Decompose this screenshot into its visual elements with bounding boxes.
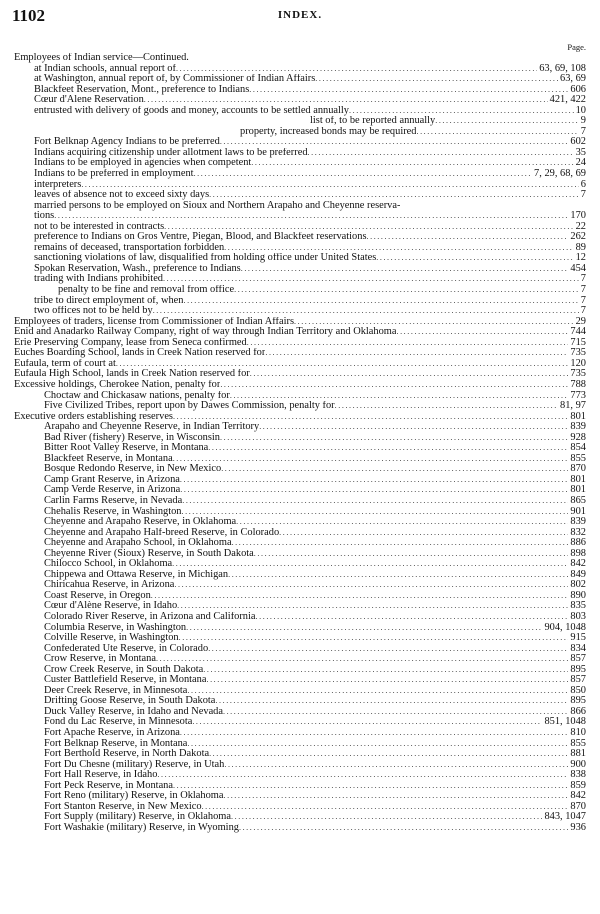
leader-dots [187,686,568,697]
entry-text: Eufaula High School, lands in Creek Nation reserved for [14,369,250,380]
entry-page-ref: 839 [570,516,586,528]
entry-page-ref: 898 [570,547,586,559]
leader-dots [208,443,568,454]
leader-dots [435,116,579,127]
leader-dots [173,781,568,792]
index-entry [14,770,586,781]
page-number: 1102 [12,6,46,25]
index-entry [14,369,586,380]
entry-text: not to be interested in contracts [34,221,165,232]
index-entry [14,717,586,728]
leader-dots [177,601,568,612]
entry-text: Fort Du Chesne (military) Reserve, in Utah [44,759,225,770]
entry-text: Five Civilized Tribes, report upon by Dawes Commission, penalty for [44,401,335,412]
index-entry [14,633,586,644]
entry-text: Chehalis Reserve, in Washington [44,506,182,517]
leader-dots [416,127,578,138]
entry-page-ref: 7 [580,273,586,285]
entry-page-ref: 735 [570,347,586,359]
entry-page-ref: 839 [570,421,586,433]
entry-text: Camp Grant Reserve, in Arizona [44,474,180,485]
leader-dots [203,665,568,676]
leader-dots [239,823,568,834]
entry-page-ref: 810 [570,727,586,738]
index-entry [14,739,586,750]
index-entry [14,675,586,686]
entry-text: Fort Peck Reserve, in Montana [44,780,173,791]
leader-dots [173,454,569,465]
leader-dots [156,654,568,665]
entry-text: remains of deceased, transportation forbidden [34,242,225,253]
entry-page-ref: 865 [570,494,586,506]
leader-dots [186,623,542,634]
leader-dots [164,222,573,233]
entry-text: list of, to be reported annually [310,116,436,127]
leader-dots [187,739,568,750]
entry-page-ref: 10 [575,104,586,116]
entry-page-ref: 802 [570,579,586,591]
entry-page-ref: 832 [570,526,586,538]
leader-dots [81,180,578,191]
entry-page-ref: 842 [570,790,586,802]
entry-text: Fort Belknap Agency Indians to be preferred [34,137,220,148]
leader-dots [232,538,569,549]
leader-dots [182,507,569,518]
index-entry [14,327,586,338]
index-entry [14,549,586,560]
entry-text: Bosque Redondo Reserve, in New Mexico [44,464,222,475]
entry-text: Fort Stanton Reserve, in New Mexico [44,801,202,812]
entry-text: Coast Reserve, in Oregon [44,590,151,601]
entry-text: Enid and Anadarko Railway Company, right of way through Indian Territory and Oklahoma [14,327,397,338]
index-entry [14,443,586,454]
index-entry [14,274,586,285]
page-column-label: Page. [567,42,586,52]
entry-page-ref: 421, 422 [549,94,586,106]
entry-page-ref: 773 [570,389,586,401]
entry-text: at Indian schools, annual report of [34,63,176,74]
leader-dots [182,496,568,507]
index-entry [14,802,586,813]
entry-text: tions [34,211,55,222]
entry-text: Indians acquiring citizenship under allotment laws to be preferred [34,147,308,158]
index-entry [14,496,586,507]
index-entry [14,338,586,349]
index-entry [14,158,586,169]
index-entries [14,42,586,833]
entry-text: interpreters [34,179,82,190]
entry-page-ref: 915 [570,632,586,644]
entry-page-ref: 843, 1047 [544,811,586,823]
index-entry [14,686,586,697]
entry-page-ref: 866 [570,705,586,717]
entry-page-ref: 29 [575,315,586,327]
entry-text: Confederated Ute Reserve, in Colorado [44,643,209,654]
index-entry [14,696,586,707]
leader-dots [220,380,568,391]
entry-text: Camp Verde Reserve, in Arizona [44,485,181,496]
index-entry [14,306,586,317]
entry-page-ref: 854 [570,442,586,454]
leader-dots [308,148,574,159]
leader-dots [180,728,569,739]
index-entry [14,559,586,570]
index-entry [14,823,586,834]
leader-dots [116,359,569,370]
entry-text: Erie Preserving Company, lease from Seneca confirmed [14,337,247,348]
index-entry [14,285,586,296]
entry-page-ref: 120 [570,357,586,369]
index-entry [14,760,586,771]
leader-dots [231,812,542,823]
index-entry [14,601,586,612]
index-entry [14,180,586,191]
entry-page-ref: 170 [570,210,586,222]
entry-text: entrusted with delivery of goods and money, accounts to be settled annually [34,105,350,116]
leader-dots [180,475,569,486]
leader-dots [54,211,568,222]
index-entry [14,791,586,802]
entry-text: Fort Apache Reserve, in Arizona [44,728,180,738]
entry-text: Employees of Indian service—Continued. [14,53,189,63]
entry-page-ref: 895 [570,663,586,675]
entry-text: Choctaw and Chickasaw nations, penalty for [44,390,230,401]
entry-page-ref: 6 [580,178,586,190]
entry-text: Executive orders establishing reserves [14,411,173,422]
index-entry [14,538,586,549]
entry-text: Chippewa and Ottawa Reserve, in Michigan [44,569,229,580]
entry-page-ref: 715 [570,336,586,348]
index-entry [14,253,586,264]
entry-text: preference to Indians on Gros Ventre, Piegan, Blood, and Blackfeet reservations [34,232,367,243]
leader-dots [153,306,579,317]
entry-text: Duck Valley Reserve, in Idaho and Nevada [44,706,223,717]
entry-text: Chiricahua Reserve, in Arizona [44,580,175,591]
entry-text: Blackfeet Reservation, Mont., preference to Indians [34,84,250,95]
leader-dots [228,570,568,581]
page-column-label-row [14,42,586,53]
entry-text: Cœur d'Alene Reservation [34,95,144,106]
leader-dots [241,264,569,275]
index-entry [14,201,586,212]
entry-page-ref: 22 [575,220,586,232]
leader-dots [144,95,548,106]
entry-page-ref: 859 [570,779,586,791]
index-entry [14,190,586,201]
leader-dots [335,401,558,412]
entry-text: Bitter Root Valley Reserve, in Montana [44,443,209,454]
index-entry [14,148,586,159]
entry-page-ref: 606 [570,83,586,95]
entry-text: Indians to be preferred in employment [34,169,194,180]
entry-page-ref: 904, 1048 [544,621,586,633]
leader-dots [315,74,558,85]
entry-page-ref: 89 [575,241,586,253]
running-title: INDEX. [277,9,323,21]
entry-page-ref: 928 [570,431,586,443]
index-entry [14,211,586,222]
entry-text: Colorado River Reserve, in Arizona and California [44,611,256,622]
index-entry [14,812,586,823]
leader-dots [223,707,568,718]
entry-page-ref: 842 [570,558,586,570]
index-entry [14,116,586,127]
leader-dots [224,760,568,771]
entry-page-ref: 855 [570,737,586,749]
leader-dots [279,528,568,539]
index-entry [14,528,586,539]
entry-text: Fond du Lac Reserve, in Minnesota [44,717,193,728]
index-entry [14,749,586,760]
entry-text: Crow Creek Reserve, in South Dakota [44,664,204,675]
entry-text: Fort Belknap Reserve, in Montana [44,738,188,749]
entry-text: married persons to be employed on Sioux and Northern Arapaho and Cheyenne reserva- [34,200,401,211]
entry-text: Deer Creek Reserve, in Minnesota [44,685,188,696]
entry-page-ref: 835 [570,600,586,612]
leader-dots [194,169,532,180]
index-entry [14,665,586,676]
index-entry [14,85,586,96]
index-entry [14,243,586,254]
index-entry [14,317,586,328]
leader-dots [224,243,573,254]
entry-text: Cheyenne and Arapaho School, in Oklahoma [44,538,232,549]
entry-text: Fort Hall Reserve, in Idaho [44,770,158,781]
entry-page-ref: 7 [580,284,586,296]
leader-dots [230,391,569,402]
entry-page-ref: 901 [570,505,586,517]
leader-dots [256,612,569,623]
index-entry [14,580,586,591]
index-entry [14,507,586,518]
entry-text: Indians to be employed in agencies when competent [34,158,252,169]
entry-text: Cœur d'Alène Reserve, in Idaho [44,601,178,612]
entry-page-ref: 7 [580,125,586,137]
index-entry [14,485,586,496]
entry-text: Cheyenne and Arapaho Reserve, in Oklahoma [44,517,237,528]
leader-dots [220,433,568,444]
leader-dots [209,190,579,201]
leader-dots [236,517,568,528]
entry-text: Arapaho and Cheyenne Reserve, in Indian Territory [44,422,260,433]
leader-dots [224,791,569,802]
index-entry [14,517,586,528]
leader-dots [172,559,568,570]
entry-page-ref: 870 [570,800,586,812]
leader-dots [221,464,568,475]
entry-page-ref: 849 [570,568,586,580]
entry-page-ref: 7 [580,305,586,317]
index-entry [14,612,586,623]
leader-dots [376,253,573,264]
index-entry [14,707,586,718]
index-entry [14,570,586,581]
leader-dots [220,137,569,148]
index-entry [14,359,586,370]
index-entry [14,644,586,655]
entry-text: penalty to be fine and removal from office [58,285,235,296]
entry-page-ref: 262 [570,231,586,243]
index-entry [14,728,586,739]
entry-text: Colville Reserve, in Washington [44,633,179,644]
entry-page-ref: 744 [570,326,586,338]
entry-text: property, increased bonds may be required [240,126,417,137]
entry-page-ref: 857 [570,674,586,686]
leader-dots [174,580,568,591]
index-entry [14,169,586,180]
index-entry [14,137,586,148]
index-entry [14,53,586,64]
index-entry [14,106,586,117]
index-entry [14,391,586,402]
entry-page-ref: 801 [570,410,586,422]
index-entry [14,454,586,465]
index-entry [14,422,586,433]
entry-page-ref: 454 [570,262,586,274]
index-entry [14,475,586,486]
leader-dots [250,369,569,380]
entry-page-ref: 838 [570,769,586,781]
entry-text: Cheyenne and Arapaho Half-breed Reserve, in Colorado [44,527,280,538]
entry-text: Bad River (fishery) Reserve, in Wisconsin [44,432,220,443]
index-entry [14,296,586,307]
index-entry [14,222,586,233]
entry-text: Eufaula, term of court at [14,358,116,369]
index-entry [14,412,586,423]
entry-text: Carlin Farms Reserve, in Nevada [44,495,183,506]
entry-text: two offices not to be held by [34,306,153,317]
leader-dots [259,422,568,433]
entry-page-ref: 63, 69 [560,73,586,85]
leader-dots [367,232,569,243]
index-entry [14,232,586,243]
entry-page-ref: 7 [580,189,586,201]
leader-dots [209,749,568,760]
entry-text: sanctioning violations of law, disqualified from holding office under United States [34,253,377,264]
entry-page-ref: 886 [570,537,586,549]
index-entry [14,591,586,602]
index-entry [14,401,586,412]
leader-dots [183,296,578,307]
page-header [12,6,588,28]
leader-dots [157,770,568,781]
entry-text: Blackfeet Reserve, in Montana [44,453,173,464]
entry-page-ref: 9 [580,115,586,127]
leader-dots [249,85,568,96]
entry-text: Crow Reserve, in Montana [44,654,156,665]
entry-text: Fort Reno (military) Reserve, in Oklahoma [44,791,224,802]
entry-page-ref: 24 [575,157,586,169]
leader-dots [179,633,569,644]
entry-page-ref: 12 [575,252,586,264]
entry-page-ref: 890 [570,589,586,601]
index-entry [14,623,586,634]
entry-page-ref: 855 [570,452,586,464]
entry-text: Employees of traders, license from Commissioner of Indian Affairs [14,316,294,327]
entry-page-ref: 881 [570,748,586,760]
entry-text: Columbia Reserve, in Washington [44,622,187,633]
entry-page-ref: 801 [570,473,586,485]
leader-dots [151,591,569,602]
entry-text: Fort Berthold Reserve, in North Dakota [44,749,210,760]
leader-dots [180,485,568,496]
entry-page-ref: 850 [570,684,586,696]
entry-text: Fort Washakie (military) Reserve, in Wyoming [44,822,239,833]
entry-text: Excessive holdings, Cherokee Nation, penalty for [14,379,221,390]
entry-text: Spokan Reservation, Wash., preference to Indians [34,263,241,274]
entry-page-ref: 857 [570,653,586,665]
entry-page-ref: 602 [570,136,586,148]
leader-dots [234,285,579,296]
index-entry [14,654,586,665]
entry-text: Drifting Goose Reserve, in South Dakota [44,696,216,707]
entry-page-ref: 7 [580,294,586,306]
entry-text: trading with Indians prohibited [34,274,163,285]
entry-text: Euches Boarding School, lands in Creek Nation reserved for [14,348,266,359]
index-entry [14,264,586,275]
entry-page-ref: 788 [570,378,586,390]
leader-dots [349,106,574,117]
leader-dots [163,274,579,285]
leader-dots [294,317,574,328]
entry-page-ref: 803 [570,610,586,622]
leader-dots [173,412,568,423]
entry-text: Custer Battlefield Reserve, in Montana [44,675,207,686]
entry-page-ref: 801 [570,484,586,496]
entry-text: Cheyenne River (Sioux) Reserve, in South Dakota [44,548,254,559]
index-entry [14,464,586,475]
entry-text: leaves of absence not to exceed sixty days [34,190,210,201]
index-entry [14,348,586,359]
leader-dots [251,158,573,169]
index-entry [14,380,586,391]
entry-page-ref: 870 [570,463,586,475]
entry-page-ref: 834 [570,642,586,654]
entry-text: tribe to direct employment of, when [34,295,184,306]
leader-dots [192,717,542,728]
entry-text: at Washington, annual report of, by Commissioner of Indian Affairs [34,74,316,85]
entry-page-ref: 735 [570,368,586,380]
leader-dots [215,696,568,707]
leader-dots [202,802,569,813]
leader-dots [208,644,568,655]
entry-text: Chilocco School, in Oklahoma [44,559,173,570]
index-entry [14,433,586,444]
entry-page-ref: 63, 69, 108 [539,62,586,74]
leader-dots [265,348,568,359]
index-entry [14,127,586,138]
entry-page-ref: 895 [570,695,586,707]
entry-page-ref: 81, 97 [560,400,586,412]
leader-dots [254,549,569,560]
entry-text: Fort Supply (military) Reserve, in Oklahoma [44,812,232,823]
index-entry [14,95,586,106]
entry-page-ref: 7, 29, 68, 69 [534,168,586,180]
entry-page-ref: 936 [570,821,586,833]
index-entry [14,74,586,85]
leader-dots [396,327,568,338]
entry-page-ref: 900 [570,758,586,770]
leader-dots [247,338,569,349]
entry-page-ref: 851, 1048 [544,716,586,728]
leader-dots [206,675,568,686]
index-entry [14,781,586,792]
entry-page-ref: 35 [575,146,586,158]
index-entry [14,64,586,75]
leader-dots [176,64,537,75]
